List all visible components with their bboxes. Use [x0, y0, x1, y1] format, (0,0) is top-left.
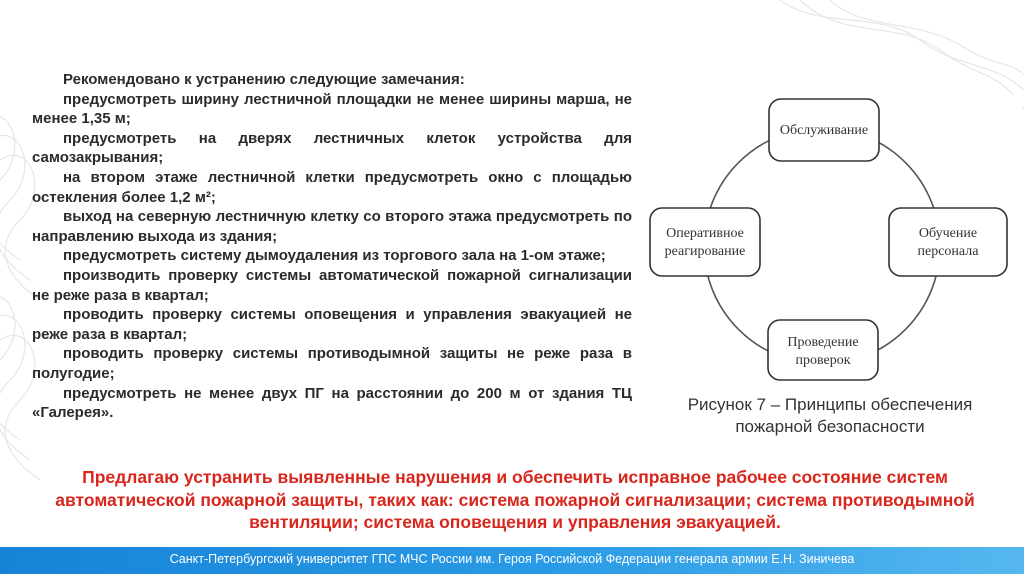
- node-bottom-label: Проведение проверок: [787, 335, 859, 368]
- node-left-label: Оперативное реагирование: [664, 226, 746, 259]
- node-bottom-box: [768, 320, 878, 380]
- footer-text: Санкт-Петербургский университет ГПС МЧС России им. Героя Российской Федерации генерала армии Е.Н. Зиничева: [169, 552, 855, 566]
- recommendation-item: предусмотреть ширину лестничной площадки не менее ширины марша, не менее 1,35 м;: [32, 90, 632, 128]
- recommendation-item: проводить проверку системы противодымной защиты не реже раза в полугодие;: [32, 345, 632, 382]
- figure-caption: [640, 394, 1020, 438]
- node-top-label: Обслуживание: [779, 123, 869, 138]
- recommendations-text: [32, 70, 632, 423]
- node-left: [650, 208, 760, 276]
- node-right-box: [889, 208, 1007, 276]
- recommendation-item: проводить проверку системы оповещения и управления эвакуацией не реже раза в квартал;: [32, 306, 632, 343]
- recommendations-heading: Рекомендовано к устранению следующие замечания:: [63, 71, 465, 88]
- recommendation-item: на втором этаже лестничной клетки предусмотреть окно с площадью остекления более 1,2 м²;: [32, 168, 632, 206]
- node-top: [769, 99, 879, 161]
- recommendation-item: выход на северную лестничную клетку со второго этажа предусмотреть по направлению выхода из здания;: [32, 208, 632, 245]
- caption-line-1: Рисунок 7 – Принципы обеспечения: [687, 395, 973, 414]
- node-right-label: Обучение персонала: [917, 226, 979, 259]
- recommendation-item: производить проверку системы автоматической пожарной сигнализации не реже раза в квартал;: [32, 266, 632, 304]
- fire-safety-cycle-diagram: [637, 95, 1022, 388]
- recommendation-item: предусмотреть на дверях лестничных клеток устройства для самозакрывания;: [32, 129, 632, 167]
- recommendation-item: предусмотреть систему дымоудаления из торгового зала на 1-ом этаже;: [63, 247, 606, 265]
- node-left-box: [650, 208, 760, 276]
- proposal-text: Предлагаю устранить выявленные нарушения и обеспечить исправное рабочее состояние систем автоматической пожарной защиты, таких как: система пожарной сигнализации; система противодымной вентиляции; система оповещения и управления эвакуацией.: [55, 467, 975, 532]
- caption-line-2: пожарной безопасности: [735, 417, 925, 436]
- diagram-svg: [637, 95, 1022, 388]
- node-right: [889, 208, 1007, 276]
- recommendation-item: предусмотреть не менее двух ПГ на расстоянии до 200 м от здания ТЦ «Галерея».: [32, 384, 632, 422]
- node-bottom: [768, 320, 878, 380]
- footer-bar: [0, 547, 1024, 574]
